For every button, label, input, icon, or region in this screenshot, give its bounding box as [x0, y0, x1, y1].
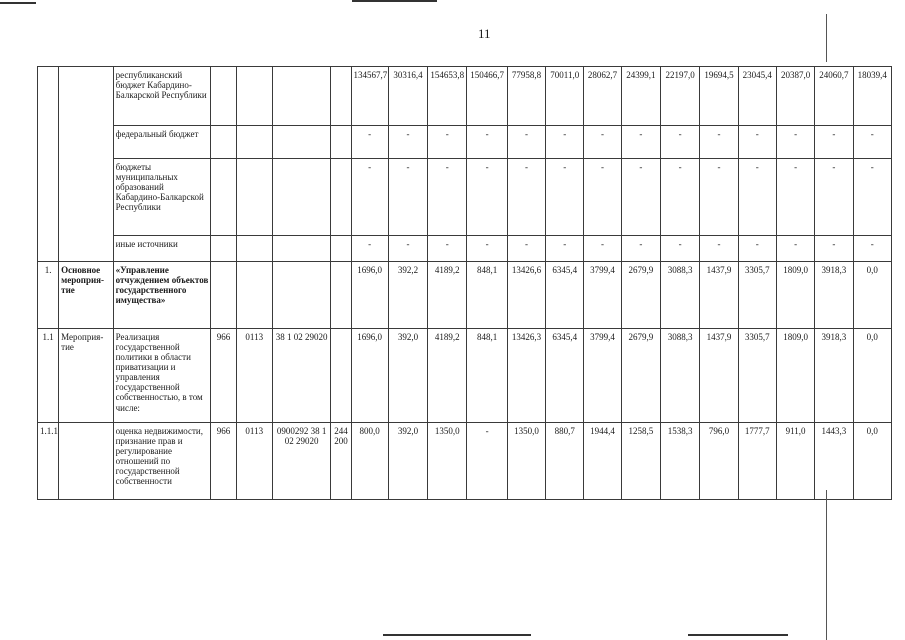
- vr-code: [331, 262, 351, 329]
- amount-cell: 19694,5: [700, 67, 738, 126]
- amount-cell: -: [467, 423, 507, 500]
- amount-cell: -: [815, 236, 853, 262]
- amount-cell: 392,2: [388, 262, 427, 329]
- amount-cell: 1809,0: [776, 262, 814, 329]
- amount-cell: -: [546, 126, 584, 159]
- amount-cell: 1350,0: [507, 423, 545, 500]
- amount-cell: -: [853, 236, 891, 262]
- amount-cell: -: [776, 159, 814, 236]
- amount-cell: -: [621, 126, 660, 159]
- funding-source-row: [38, 159, 892, 236]
- funding-source-row: [38, 67, 892, 126]
- csr-code: 38 1 02 29020: [272, 329, 330, 423]
- amount-cell: -: [351, 126, 388, 159]
- rzpr-code: 0113: [236, 423, 272, 500]
- grbs-code: 966: [211, 423, 236, 500]
- amount-cell: -: [388, 236, 427, 262]
- amount-cell: -: [388, 126, 427, 159]
- amount-cell: -: [428, 159, 467, 236]
- amount-cell: -: [584, 236, 621, 262]
- amount-cell: 880,7: [546, 423, 584, 500]
- amount-cell: 1944,4: [584, 423, 621, 500]
- csr-cell: [272, 126, 330, 159]
- amount-cell: -: [546, 159, 584, 236]
- amount-cell: 3918,3: [815, 329, 853, 423]
- amount-cell: 24060,7: [815, 67, 853, 126]
- budget-table: [37, 66, 892, 500]
- amount-cell: -: [661, 159, 700, 236]
- amount-cell: 1443,3: [815, 423, 853, 500]
- csr-cell: [272, 236, 330, 262]
- amount-cell: 6345,4: [546, 329, 584, 423]
- num-cell: [38, 67, 59, 262]
- event-number: 1.1: [38, 329, 59, 423]
- amount-cell: 70011,0: [546, 67, 584, 126]
- event-name: оценка недвижимости, признание прав и регулирование отношений по государственной собственности: [113, 423, 211, 500]
- funding-source-name: бюджеты муниципальных образований Кабардино-Балкарской Республики: [113, 159, 211, 236]
- amount-cell: 3799,4: [584, 262, 621, 329]
- page-number: 11: [478, 26, 491, 41]
- amount-cell: 1696,0: [351, 329, 388, 423]
- amount-cell: -: [621, 159, 660, 236]
- rzpr-code: [236, 262, 272, 329]
- kind-cell: [59, 67, 113, 262]
- amount-cell: 2679,9: [621, 262, 660, 329]
- vr-code: [331, 329, 351, 423]
- event-number: 1.: [38, 262, 59, 329]
- scan-dash-mark: [0, 2, 36, 4]
- amount-cell: 28062,7: [584, 67, 621, 126]
- amount-cell: -: [621, 236, 660, 262]
- rzpr-cell: [236, 126, 272, 159]
- amount-cell: 392,0: [388, 423, 427, 500]
- vr-cell: [331, 159, 351, 236]
- amount-cell: 3918,3: [815, 262, 853, 329]
- amount-cell: -: [853, 159, 891, 236]
- amount-cell: 6345,4: [546, 262, 584, 329]
- amount-cell: -: [738, 159, 776, 236]
- rzpr-cell: [236, 236, 272, 262]
- rzpr-code: 0113: [236, 329, 272, 423]
- funding-source-name: республиканский бюджет Кабардино-Балкарской Республики: [113, 67, 211, 126]
- amount-cell: -: [584, 126, 621, 159]
- amount-cell: 1350,0: [428, 423, 467, 500]
- csr-cell: [272, 159, 330, 236]
- amount-cell: -: [584, 159, 621, 236]
- amount-cell: 1696,0: [351, 262, 388, 329]
- amount-cell: 1437,9: [700, 329, 738, 423]
- event-row: [38, 423, 892, 500]
- vr-cell: [331, 126, 351, 159]
- amount-cell: -: [738, 126, 776, 159]
- amount-cell: 154653,8: [428, 67, 467, 126]
- funding-source-row: [38, 236, 892, 262]
- amount-cell: -: [507, 236, 545, 262]
- scan-vertical-line: [826, 14, 827, 62]
- amount-cell: 796,0: [700, 423, 738, 500]
- event-kind: Основное мероприя-тие: [59, 262, 113, 329]
- amount-cell: -: [700, 236, 738, 262]
- amount-cell: 4189,2: [428, 329, 467, 423]
- amount-cell: 23045,4: [738, 67, 776, 126]
- amount-cell: 848,1: [467, 329, 507, 423]
- amount-cell: -: [661, 236, 700, 262]
- amount-cell: -: [507, 126, 545, 159]
- amount-cell: 0,0: [853, 262, 891, 329]
- amount-cell: 134567,7: [351, 67, 388, 126]
- scan-vertical-line: [826, 490, 827, 640]
- event-kind: [59, 423, 113, 500]
- event-name: Реализация государственной политики в области приватизации и управления государственной собственностью, в том числе:: [113, 329, 211, 423]
- amount-cell: 1809,0: [776, 329, 814, 423]
- vr-cell: [331, 236, 351, 262]
- amount-cell: 150466,7: [467, 67, 507, 126]
- vr-cell: [331, 67, 351, 126]
- funding-source-name: федеральный бюджет: [113, 126, 211, 159]
- amount-cell: 1437,9: [700, 262, 738, 329]
- amount-cell: -: [546, 236, 584, 262]
- grbs-cell: [211, 236, 236, 262]
- event-row: [38, 329, 892, 423]
- amount-cell: 1538,3: [661, 423, 700, 500]
- amount-cell: -: [661, 126, 700, 159]
- grbs-code: [211, 262, 236, 329]
- grbs-cell: [211, 159, 236, 236]
- amount-cell: 13426,6: [507, 262, 545, 329]
- amount-cell: 30316,4: [388, 67, 427, 126]
- amount-cell: 77958,8: [507, 67, 545, 126]
- rzpr-cell: [236, 67, 272, 126]
- amount-cell: 4189,2: [428, 262, 467, 329]
- amount-cell: -: [700, 159, 738, 236]
- event-number: 1.1.1: [38, 423, 59, 500]
- amount-cell: 0,0: [853, 423, 891, 500]
- grbs-cell: [211, 126, 236, 159]
- amount-cell: -: [467, 159, 507, 236]
- amount-cell: 3305,7: [738, 262, 776, 329]
- amount-cell: -: [428, 126, 467, 159]
- event-row: [38, 262, 892, 329]
- amount-cell: -: [853, 126, 891, 159]
- amount-cell: -: [507, 159, 545, 236]
- amount-cell: 13426,3: [507, 329, 545, 423]
- event-name: «Управление отчуждением объектов государственного имущества»: [113, 262, 211, 329]
- amount-cell: 392,0: [388, 329, 427, 423]
- amount-cell: -: [351, 236, 388, 262]
- amount-cell: -: [700, 126, 738, 159]
- amount-cell: 18039,4: [853, 67, 891, 126]
- rzpr-cell: [236, 159, 272, 236]
- amount-cell: 911,0: [776, 423, 814, 500]
- amount-cell: 20387,0: [776, 67, 814, 126]
- funding-source-name: иные источники: [113, 236, 211, 262]
- amount-cell: 3799,4: [584, 329, 621, 423]
- amount-cell: 3088,3: [661, 329, 700, 423]
- amount-cell: -: [738, 236, 776, 262]
- grbs-code: 966: [211, 329, 236, 423]
- amount-cell: -: [351, 159, 388, 236]
- funding-source-row: [38, 126, 892, 159]
- amount-cell: 848,1: [467, 262, 507, 329]
- scan-dash-mark: [383, 634, 531, 636]
- csr-code: [272, 262, 330, 329]
- csr-code: 0900292 38 1 02 29020: [272, 423, 330, 500]
- amount-cell: -: [467, 126, 507, 159]
- scan-dash-mark: [352, 0, 437, 2]
- amount-cell: -: [776, 236, 814, 262]
- amount-cell: 22197,0: [661, 67, 700, 126]
- event-kind: Мероприя-тие: [59, 329, 113, 423]
- amount-cell: 1258,5: [621, 423, 660, 500]
- amount-cell: -: [815, 159, 853, 236]
- amount-cell: 24399,1: [621, 67, 660, 126]
- amount-cell: 2679,9: [621, 329, 660, 423]
- amount-cell: -: [467, 236, 507, 262]
- amount-cell: 3305,7: [738, 329, 776, 423]
- vr-code: 244 200: [331, 423, 351, 500]
- csr-cell: [272, 67, 330, 126]
- amount-cell: 1777,7: [738, 423, 776, 500]
- amount-cell: -: [815, 126, 853, 159]
- amount-cell: 3088,3: [661, 262, 700, 329]
- scan-dash-mark: [688, 634, 788, 636]
- grbs-cell: [211, 67, 236, 126]
- amount-cell: -: [388, 159, 427, 236]
- amount-cell: -: [776, 126, 814, 159]
- amount-cell: 800,0: [351, 423, 388, 500]
- amount-cell: -: [428, 236, 467, 262]
- amount-cell: 0,0: [853, 329, 891, 423]
